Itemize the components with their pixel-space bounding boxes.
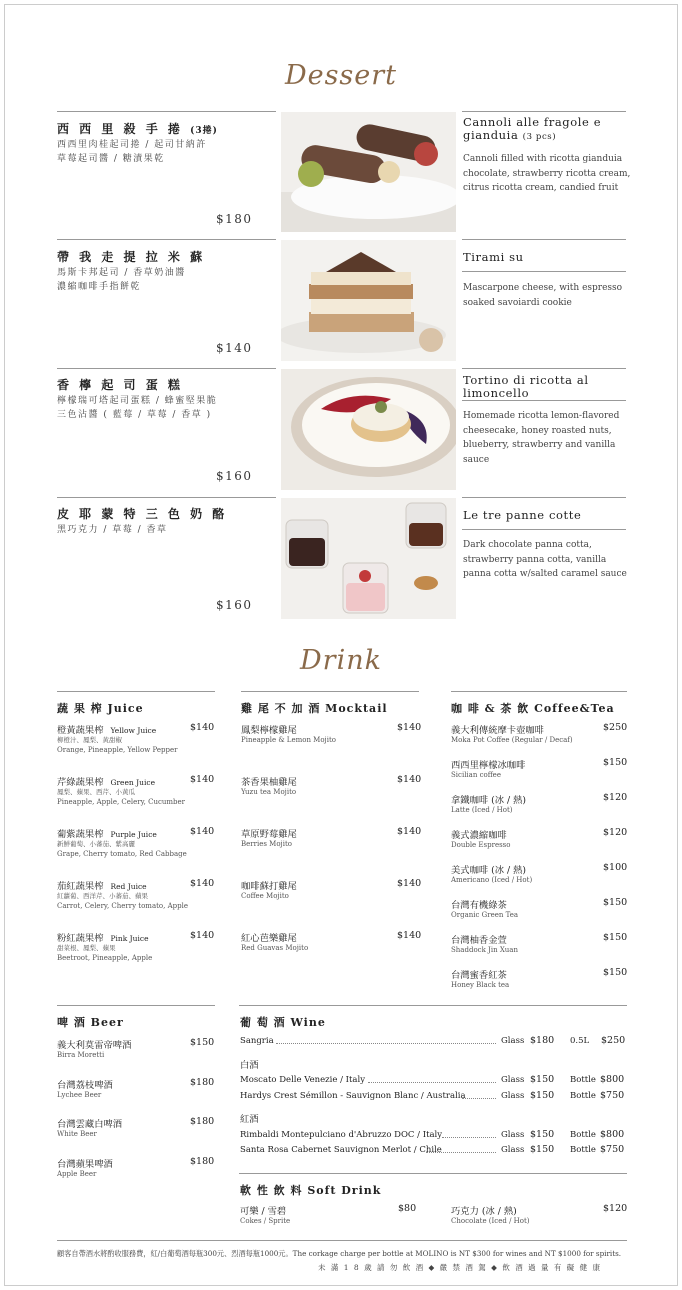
dessert-en-desc: Mascarpone cheese, with espresso soaked savoiardi cookie	[463, 283, 623, 308]
wine-section-title: 葡 萄 酒 Wine	[240, 1016, 326, 1029]
beer-section-title: 啤 酒 Beer	[57, 1016, 124, 1029]
divider	[239, 1005, 627, 1006]
mocktail-section-title: 雞 尾 不 加 酒 Mocktail	[241, 702, 388, 715]
coffee-section-title: 咖 啡 & 茶 飲 Coffee&Tea	[451, 702, 615, 715]
dessert-name: 西 西 里 殺 手 捲 (3捲)	[57, 122, 218, 136]
divider	[462, 368, 626, 369]
dessert-name: 帶 我 走 提 拉 米 蘇	[57, 250, 206, 264]
panna-cotta-image	[281, 498, 456, 619]
divider	[57, 1005, 215, 1006]
divider	[462, 529, 626, 530]
dessert-en-desc: Homemade ricotta lemon-flavored cheesecake, honey roasted nuts, blueberry, strawberry and vanilla sauce	[463, 411, 620, 465]
divider	[462, 400, 626, 401]
divider	[462, 497, 626, 498]
dessert-price: $160	[216, 469, 253, 483]
divider	[57, 368, 276, 369]
red-wine-label: 紅酒	[240, 1114, 259, 1125]
dessert-en-desc: Cannoli filled with ricotta gianduia chocolate, strawberry ricotta cream, citrus ricotta cream, candied fruit	[463, 154, 631, 193]
cheesecake-image	[281, 369, 456, 490]
dessert-desc: 馬斯卡邦起司 / 香草奶油醬 濃縮咖啡手指餅乾	[57, 268, 186, 292]
dessert-name: 皮 耶 蒙 特 三 色 奶 酪	[57, 507, 228, 521]
dessert-en-name: Tortino di ricotta al limoncello	[463, 373, 589, 400]
alcohol-notice: 未 滿 1 8 歲 請 勿 飲 酒 ◆ 嚴 禁 酒 駕 ◆ 飲 酒 過 量 有 礙 健 康	[318, 1263, 602, 1272]
dessert-price: $180	[216, 212, 253, 226]
divider	[57, 1240, 627, 1241]
dessert-title: Dessert	[284, 60, 398, 91]
juice-section-title: 蔬 果 榨 Juice	[57, 702, 144, 715]
divider	[451, 691, 627, 692]
divider	[57, 497, 276, 498]
dessert-price: $160	[216, 598, 253, 612]
dessert-desc: 西西里肉桂起司捲 / 起司甘納許 草莓起司醬 / 糖漬果乾	[57, 140, 207, 164]
drink-title: Drink	[300, 645, 382, 676]
divider	[239, 1173, 627, 1174]
dessert-name: 香 檸 起 司 蛋 糕	[57, 378, 183, 392]
tiramisu-image	[281, 240, 456, 361]
dessert-price: $140	[216, 341, 253, 355]
dessert-en-name: Cannoli alle fragole e gianduia (3 pcs)	[463, 115, 602, 142]
dessert-en-name: Tirami su	[463, 250, 524, 264]
divider	[462, 111, 626, 112]
divider	[57, 239, 276, 240]
divider	[462, 271, 626, 272]
dessert-en-name: Le tre panne cotte	[463, 508, 582, 522]
dessert-en-desc: Dark chocolate panna cotta, strawberry panna cotta, vanilla panna cotta w/salted caramel sauce	[463, 540, 627, 579]
dessert-desc: 檸檬瑞可塔起司蛋糕 / 蜂蜜堅果脆 三色沾醬 ( 藍莓 / 草莓 / 香草 )	[57, 396, 218, 420]
white-wine-label: 白酒	[240, 1060, 259, 1071]
divider	[241, 691, 419, 692]
corkage-note: 顧客自帶酒水將酌收服務費，紅/白葡萄酒每瓶300元、烈酒每瓶1000元。The corkage charge per bottle at MOLINO is NT $300 for wines and NT $1000 for spirits.	[57, 1249, 622, 1258]
dessert-desc: 黑巧克力 / 草莓 / 香草	[57, 525, 168, 535]
soft-drink-section-title: 軟 性 飲 料 Soft Drink	[240, 1184, 382, 1197]
divider	[57, 111, 276, 112]
divider	[57, 691, 215, 692]
divider	[462, 239, 626, 240]
cannoli-image	[281, 112, 456, 232]
